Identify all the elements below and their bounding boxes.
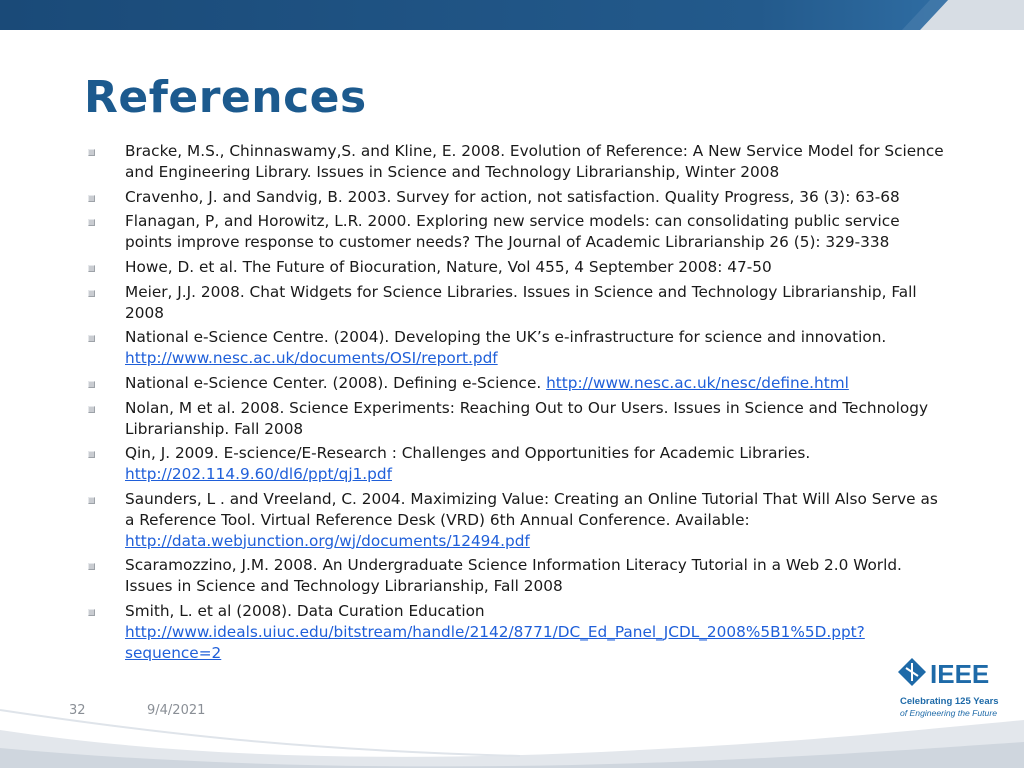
square-bullet-icon <box>88 219 95 226</box>
reference-text: Smith, L. et al (2008). Data Curation Education <box>125 601 485 620</box>
square-bullet-icon <box>88 195 95 202</box>
slide-number: 32 <box>69 703 86 718</box>
reference-link[interactable]: http://www.nesc.ac.uk/documents/OSI/report.pdf <box>125 349 498 368</box>
reference-text: Scaramozzino, J.M. 2008. An Undergraduate Science Information Literacy Tutorial in a Web 2.0 World. Issues in Science and Technology Librarianship, Fall 2008 <box>125 556 902 596</box>
reference-text: Nolan, M et al. 2008. Science Experiments: Reaching Out to Our Users. Issues in Science and Technology Librarianship. Fall 2008 <box>125 398 929 438</box>
reference-item <box>88 398 946 440</box>
ieee-tagline-2: of Engineering the Future <box>900 708 997 718</box>
reference-item <box>88 443 946 485</box>
slide-date: 9/4/2021 <box>147 703 206 718</box>
slide-title: References <box>84 72 367 123</box>
reference-item <box>88 257 946 278</box>
reference-text: Meier, J.J. 2008. Chat Widgets for Science Libraries. Issues in Science and Technology Librarianship, Fall 2008 <box>125 282 917 322</box>
reference-item <box>88 373 946 394</box>
reference-link[interactable]: http://202.114.9.60/dl6/ppt/qj1.pdf <box>125 465 392 484</box>
bottom-wave-decoration <box>0 690 1024 768</box>
square-bullet-icon <box>88 563 95 570</box>
reference-text: Howe, D. et al. The Future of Biocuration, Nature, Vol 455, 4 September 2008: 47-50 <box>125 257 772 276</box>
ieee-logo <box>894 654 1002 720</box>
reference-link[interactable]: http://data.webjunction.org/wj/documents/12494.pdf <box>125 531 530 550</box>
reference-item <box>88 489 946 551</box>
square-bullet-icon <box>88 451 95 458</box>
reference-list <box>88 141 946 667</box>
square-bullet-icon <box>88 497 95 504</box>
ieee-diamond-icon <box>898 658 926 686</box>
reference-item <box>88 282 946 324</box>
square-bullet-icon <box>88 265 95 272</box>
reference-item <box>88 555 946 597</box>
reference-item <box>88 327 946 369</box>
reference-item <box>88 601 946 663</box>
square-bullet-icon <box>88 406 95 413</box>
ieee-tagline-1: Celebrating 125 Years <box>900 696 999 707</box>
reference-text: Bracke, M.S., Chinnaswamy,S. and Kline, E. 2008. Evolution of Reference: A New Service Model for Science and Engineering Library. Issues in Science and Technology Librarianship, Winter 2008 <box>125 142 944 181</box>
square-bullet-icon <box>88 381 95 388</box>
reference-link[interactable]: http://www.ideals.uiuc.edu/bitstream/handle/2142/8771/DC_Ed_Panel_JCDL_2008%5B1%5D.ppt?sequence=2 <box>125 622 865 662</box>
reference-link[interactable]: http://www.nesc.ac.uk/nesc/define.html <box>546 373 849 392</box>
reference-text: Flanagan, P, and Horowitz, L.R. 2000. Exploring new service models: can consolidating public service points improve response to customer needs? The Journal of Academic Librarianship 26 (5): 329-338 <box>125 212 900 252</box>
top-header-band <box>0 0 1024 30</box>
square-bullet-icon <box>88 335 95 342</box>
reference-text: National e-Science Centre. (2004). Developing the UK’s e-infrastructure for science and innovation. <box>125 328 887 347</box>
reference-item <box>88 141 946 183</box>
reference-text: National e-Science Center. (2008). Defining e-Science. <box>125 373 547 392</box>
reference-text: Qin, J. 2009. E-science/E-Research : Challenges and Opportunities for Academic Libraries. <box>125 444 811 463</box>
square-bullet-icon <box>88 290 95 297</box>
reference-item <box>88 187 946 208</box>
reference-text: Saunders, L . and Vreeland, C. 2004. Maximizing Value: Creating an Online Tutorial That Will Also Serve as a Reference Tool. Virtual Reference Desk (VRD) 6th Annual Conference. Available: <box>125 489 938 529</box>
square-bullet-icon <box>88 149 95 156</box>
reference-item <box>88 211 946 253</box>
ieee-brand-text: IEEE <box>930 659 990 689</box>
reference-text: Cravenho, J. and Sandvig, B. 2003. Survey for action, not satisfaction. Quality Progress, 36 (3): 63-68 <box>125 187 900 206</box>
square-bullet-icon <box>88 609 95 616</box>
